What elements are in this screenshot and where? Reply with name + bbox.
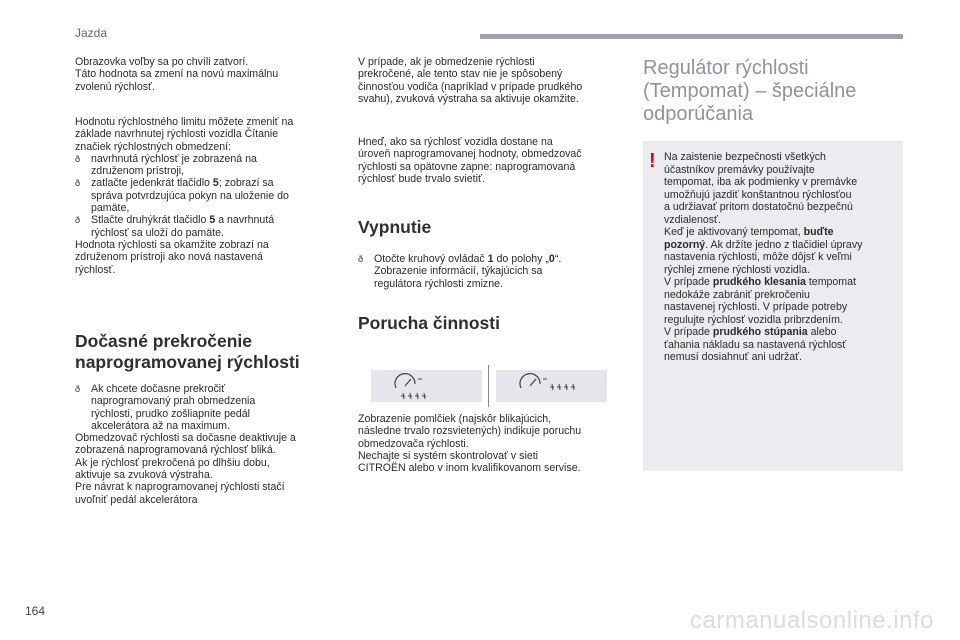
emphasis: pozorný	[664, 238, 706, 251]
speedometer-dashes-icon	[371, 370, 482, 402]
text-line: vzdialenosť.	[664, 213, 721, 226]
text-segment: Keď je aktivovaný tempomat,	[664, 226, 804, 238]
watermark: carmanualsonline.info	[690, 607, 934, 634]
text-line: účastníkov premávky používajte	[664, 163, 815, 176]
text-line: umožňujú jazdiť konštantnou rýchlosťou	[664, 188, 852, 201]
text-line: nemusí dosiahnuť ani udržať.	[664, 351, 803, 363]
text-line: Nechajte si systém skontrolovať v sieti	[358, 449, 539, 462]
text-line: Stlačte druhýkrát tlačidlo	[91, 214, 210, 227]
text-line: Pre návrat k naprogramovanej rýchlosti stačí	[75, 481, 285, 494]
text-line: zatlačte jedenkrát tlačidlo	[91, 177, 213, 190]
warning-icon: !	[649, 150, 656, 172]
text-line: rýchlej zmene rýchlosti vozidla.	[664, 263, 811, 276]
page-number: 164	[25, 604, 46, 618]
text-line	[664, 226, 890, 239]
text-line: rýchlosti, prudko zošliapnite pedál	[91, 407, 250, 420]
text-line: Hodnotu rýchlostného limitu môžete zmeniť na	[75, 116, 294, 128]
control-position: 0	[548, 253, 555, 265]
text-line: rýchlosť.	[75, 263, 116, 276]
list-item	[358, 253, 626, 290]
text-line	[664, 239, 890, 252]
text-line: Hodnota rýchlosti sa okamžite zobrazí na	[75, 238, 269, 251]
text-segment: . Ak držíte jedno z tlačidiel úpravy	[705, 238, 863, 251]
list-item	[75, 383, 345, 432]
fault-display-steady	[496, 370, 607, 402]
text-line: ťahania nákladu sa nastavená rýchlosť	[664, 338, 847, 351]
text-line: rýchlosti sa opätovne zapne: naprogramovaná	[358, 160, 576, 173]
text-line	[664, 326, 890, 339]
header-bar	[480, 34, 903, 39]
text-line: úroveň naprogramovanej hodnoty, obmedzovač	[358, 148, 582, 161]
text-segment: tempomat	[805, 276, 856, 288]
text-line: Obrazovka voľby sa po chvíli zatvorí.	[75, 56, 249, 68]
title-line: (Tempomat) – špeciálne	[643, 80, 857, 102]
text-line: naprogramovaný prah obmedzenia	[91, 395, 256, 408]
text-segment: alebo	[807, 326, 837, 338]
speedometer-dashes-icon	[496, 370, 607, 402]
text-line: nastavenia rýchlosti, môže dôjsť k veľmi	[664, 251, 852, 263]
column-2-intro	[358, 56, 626, 105]
text-line: “.	[554, 253, 562, 265]
heading-line: naprogramovanej rýchlosti	[75, 352, 300, 372]
column-1-suggested-speed	[75, 116, 345, 276]
column-2-malfunction-text	[358, 413, 626, 474]
text-line: nastavenej rýchlosti. V prípade potreby	[664, 301, 848, 313]
text-line: do polohy „	[493, 253, 549, 265]
text-line: správa potvrdzujúca pokyn na uloženie do	[91, 189, 289, 202]
fault-display-flashing	[371, 370, 482, 402]
text-line: uvoľniť pedál akcelerátora	[75, 493, 198, 506]
text-line: prekročené, ale tento stav nie je spôsobený	[358, 68, 563, 81]
text-line: Ak chcete dočasne prekročiť	[91, 383, 226, 395]
text-line: regulujte rýchlosť vozidla pribrzdením.	[664, 313, 843, 326]
text-line: Na zaistenie bezpečnosti všetkých	[664, 151, 826, 163]
text-line: značiek rýchlostných obmedzení:	[75, 140, 232, 153]
column-2-reactivation	[358, 136, 626, 185]
text-line: združenom prístroji ako nová nastavená	[75, 251, 263, 264]
text-line: Zobrazenie informácií, týkajúcich sa	[374, 265, 543, 278]
section-title: Jazda	[75, 26, 108, 40]
text-line: Zobrazenie pomlčiek (najskôr blikajúcich,	[358, 413, 552, 425]
button-number: 5	[212, 177, 219, 190]
text-line: základe navrhnutej rýchlosti vozidla Čítanie	[75, 128, 279, 141]
text-segment: V prípade	[664, 276, 713, 288]
button-number: 5	[209, 214, 216, 227]
text-line: a udržiavať pritom dostatočnú bezpečnú	[664, 201, 853, 213]
text-line: činnosťou vodiča (napríklad v prípade prudkého	[358, 80, 583, 93]
text-line: Ak je rýchlosť prekročená po dlhšiu dobu,	[75, 456, 270, 469]
column-1-exceed-text	[75, 383, 345, 506]
text-line: CITROËN alebo v inom kvalifikovanom servise.	[358, 462, 581, 475]
warning-text	[664, 151, 890, 364]
text-line: následne trvalo rozsvietených) indikuje poruchu	[358, 425, 582, 438]
title-line: odporúčania	[643, 103, 754, 125]
list-item	[75, 177, 345, 214]
text-line: Otočte kruhový ovládač	[374, 253, 488, 265]
text-line	[664, 276, 890, 289]
text-line: združenom prístroji,	[91, 165, 185, 178]
list-item	[75, 153, 345, 178]
display-separator	[488, 365, 489, 407]
text-line: zobrazená naprogramovaná rýchlosť bliká.	[75, 444, 276, 457]
text-line: aktivuje sa zvuková výstraha.	[75, 469, 213, 482]
emphasis: prudkého klesania	[712, 276, 806, 288]
text-line: svahu), zvuková výstraha sa aktivuje okamžite.	[358, 92, 579, 105]
column-2-switch-off-text	[358, 253, 626, 290]
emphasis: buďte	[803, 226, 834, 238]
text-segment: V prípade	[664, 326, 713, 338]
list-item	[75, 214, 345, 239]
text-line: Táto hodnota sa zmení na novú maximálnu	[75, 68, 279, 81]
text-line: nedokáže zabrániť prekročeniu	[664, 288, 810, 301]
control-number: 1	[487, 253, 494, 265]
title-line: Regulátor rýchlosti	[643, 57, 809, 79]
text-line: V prípade, ak je obmedzenie rýchlosti	[358, 56, 535, 68]
text-line: rýchlosť bude trvalo svietiť.	[358, 172, 485, 185]
text-line: Hneď, ako sa rýchlosť vozidla dostane na	[358, 136, 553, 148]
heading-malfunction: Porucha činnosti	[358, 313, 500, 333]
text-line: ; zobrazí sa	[218, 177, 274, 190]
text-line: tempomat, iba ak podmienky v premávke	[664, 176, 858, 188]
column-1-intro	[75, 56, 345, 93]
heading-temporary-exceed	[75, 331, 355, 373]
text-line: navrhnutá rýchlosť je zobrazená na	[91, 152, 257, 165]
text-line: rýchlosť sa uloží do pamäte.	[91, 226, 224, 239]
text-line: a navrhnutá	[215, 214, 275, 227]
text-line: pamäte,	[91, 202, 130, 215]
text-line: obmedzovača rýchlosti.	[358, 437, 469, 450]
heading-switch-off: Vypnutie	[358, 217, 432, 237]
text-line: akcelerátora až na maximum.	[91, 419, 230, 432]
text-line: zvolenú rýchlosť.	[75, 80, 155, 93]
cruise-control-title	[643, 57, 905, 126]
text-line: regulátora rýchlosti zmizne.	[374, 277, 503, 290]
heading-line: Dočasné prekročenie	[75, 331, 253, 351]
emphasis: prudkého stúpania	[712, 326, 808, 338]
text-line: Obmedzovač rýchlosti sa dočasne deaktivuje a	[75, 432, 296, 445]
